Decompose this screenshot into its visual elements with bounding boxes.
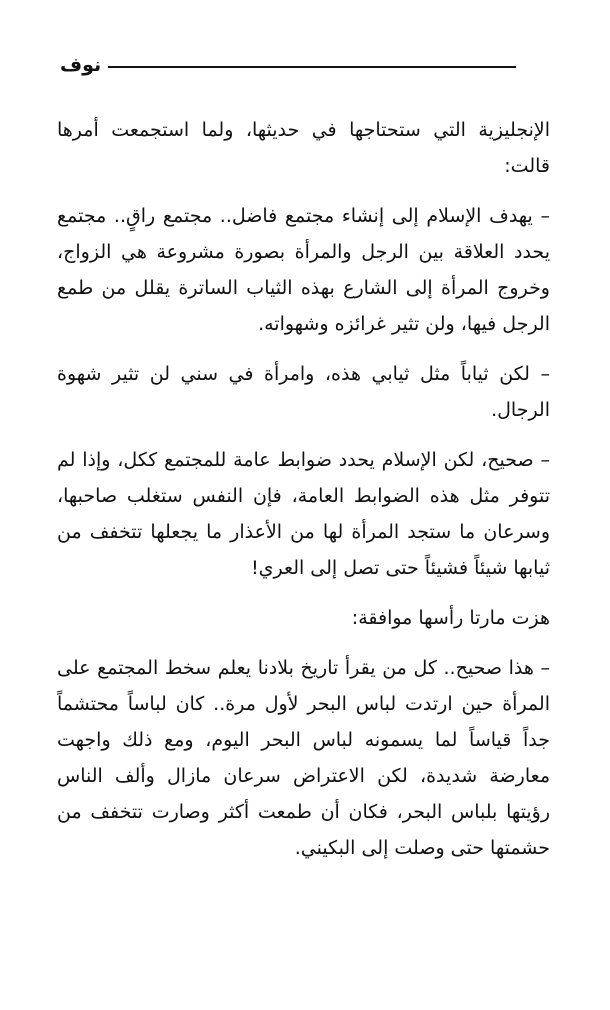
paragraph-6: – هذا صحيح.. كل من يقرأ تاريخ بلادنا يعلم سخط المجتمع على المرأة حين ارتدت لباس البحر لأول مرة.. كان لباساً محتشماً جداً قياساً لما يسمونه لباس البحر اليوم، ومع ذلك واجهت معارضة شديدة، لكن الاعتراض سرعان مازال وألف الناس رؤيتها بلباس البحر، فكان أن طمعت أكثر وصارت تتخفف من حشمتها حتى وصلت إلى البكيني.: [57, 657, 550, 859]
running-header: [60, 50, 460, 80]
running-header-title: نوف: [60, 54, 102, 76]
page-body-text: [57, 112, 550, 880]
paragraph-5: هزت مارتا رأسها موافقة:: [351, 607, 550, 629]
paragraph-4: – صحيح، لكن الإسلام يحدد ضوابط عامة للمجتمع ككل، وإذا لم تتوفر مثل هذه الضوابط العامة، فإن النفس ستغلب صاحبها، وسرعان ما ستجد المرأة لها من الأعذار ما يجعلها تتخفف من ثيابها شيئاً فشيئاً حتى تصل إلى العري!: [57, 449, 550, 579]
paragraph-3: – لكن ثياباً مثل ثيابي هذه، وامرأة في سني لن تثير شهوة الرجال.: [57, 363, 550, 421]
header-rule-line: [108, 66, 516, 68]
paragraph-1: الإنجليزية التي ستحتاجها في حديثها، ولما استجمعت أمرها قالت:: [57, 119, 550, 177]
paragraph-2: – يهدف الإسلام إلى إنشاء مجتمع فاضل.. مجتمع راقٍ.. مجتمع يحدد العلاقة بين الرجل والمرأة بصورة مشروعة هي الزواج، وخروج المرأة إلى الشارع بهذه الثياب الساترة يقلل من طمع الرجل فيها، ولن تثير غرائزه وشهواته.: [57, 205, 550, 335]
